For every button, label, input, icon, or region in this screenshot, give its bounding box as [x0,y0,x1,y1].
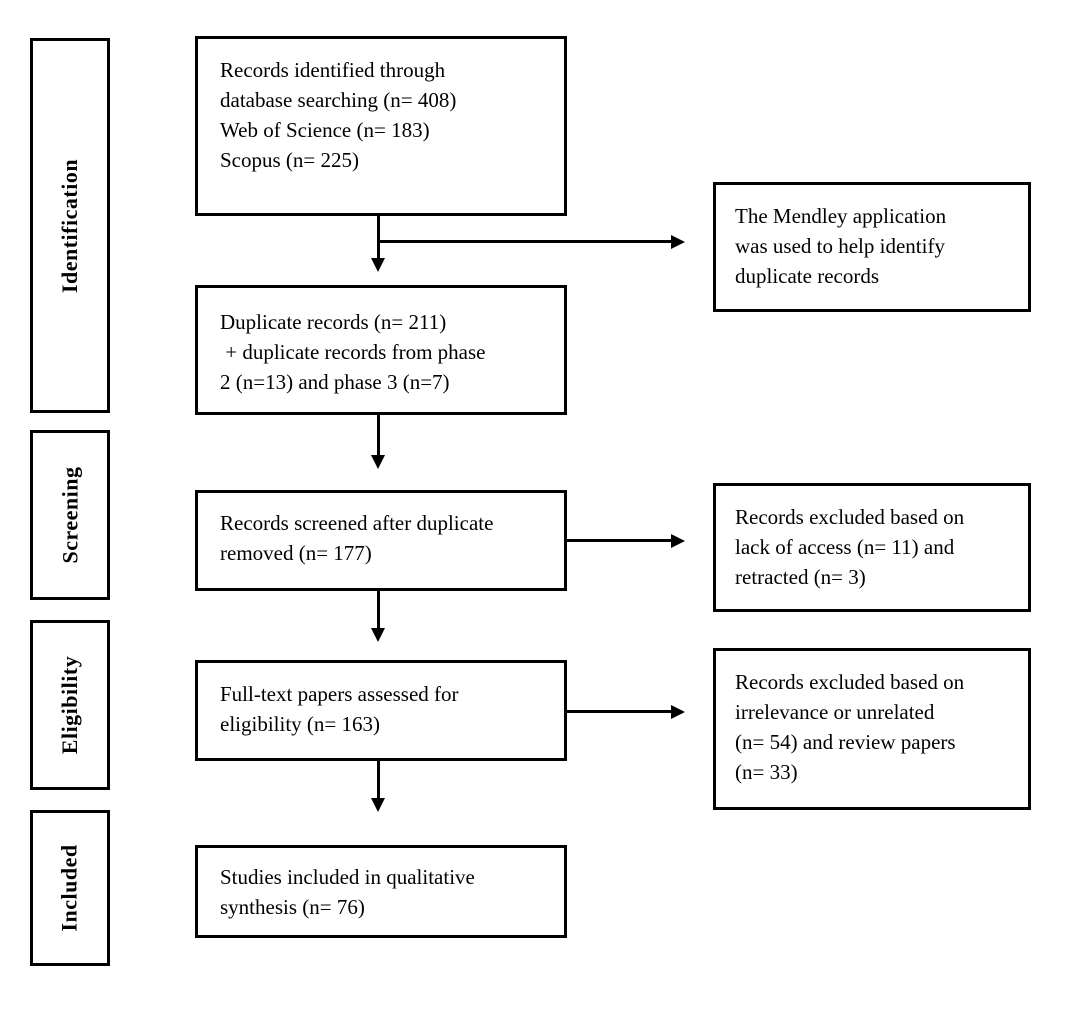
arrow-line [567,710,672,713]
arrowhead-down-icon [371,258,385,272]
text-line: synthesis (n= 76) [220,895,365,919]
text-line: 2 (n=13) and phase 3 (n=7) [220,370,450,394]
stage-box-identification [30,38,110,413]
text-line: eligibility (n= 163) [220,712,380,736]
text-line: irrelevance or unrelated [735,700,935,724]
text-line: Records screened after duplicate [220,511,494,535]
text-line: retracted (n= 3) [735,565,866,589]
arrow-line [567,539,672,542]
text-line: Records identified through [220,58,446,82]
arrowhead-right-icon [671,534,685,548]
arrowhead-down-icon [371,798,385,812]
text-line: Records excluded based on [735,670,965,694]
side-box-excluded-eligibility [713,648,1031,810]
side-box-mendley-note [713,182,1031,312]
text-line: database searching (n= 408) [220,88,457,112]
arrowhead-down-icon [371,455,385,469]
flow-box-fulltext-assessed [195,660,567,761]
stage-box-screening [30,430,110,600]
stage-box-included [30,810,110,966]
arrow-line [377,216,380,259]
text-line: (n= 54) and review papers [735,730,956,754]
arrow-line [377,240,672,243]
text-line: lack of access (n= 11) and [735,535,955,559]
arrowhead-right-icon [671,235,685,249]
arrow-line [377,415,380,456]
text-line: Full-text papers assessed for [220,682,459,706]
stage-label-eligibility: Eligibility [57,655,83,755]
stage-label-included: Included [57,844,82,932]
text-line: Web of Science (n= 183) [220,118,430,142]
text-line: was used to help identify [735,234,945,258]
text-line: (n= 33) [735,760,798,784]
flow-box-records-screened [195,490,567,591]
text-line: Records excluded based on [735,505,965,529]
text-line: + duplicate records from phase [220,340,486,364]
side-box-excluded-screening [713,483,1031,612]
stage-label-identification: Identification [57,158,82,293]
arrow-line [377,591,380,629]
arrowhead-down-icon [371,628,385,642]
arrowhead-right-icon [671,705,685,719]
flow-box-studies-included [195,845,567,938]
flow-box-records-identified [195,36,567,216]
text-line: removed (n= 177) [220,541,372,565]
stage-box-eligibility [30,620,110,790]
text-line: Studies included in qualitative [220,865,475,889]
text-line: duplicate records [735,264,880,288]
flow-box-duplicate-records [195,285,567,415]
text-line: Scopus (n= 225) [220,148,360,172]
stage-label-screening: Screening [57,466,83,564]
text-line: Duplicate records (n= 211) [220,310,447,334]
text-line: The Mendley application [735,204,947,228]
arrow-line [377,761,380,799]
